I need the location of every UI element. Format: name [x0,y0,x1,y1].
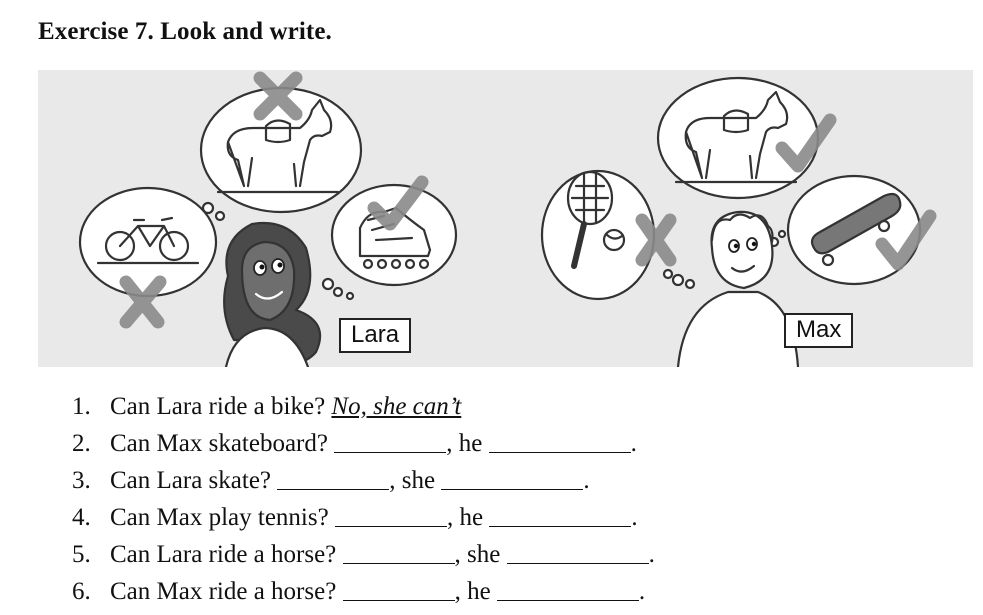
question-number: 2. [72,430,91,457]
skate-thought-bubble [332,185,456,285]
question-item [72,388,655,425]
question-number: 3. [72,467,91,494]
question-item: 3. Can Lara skate? , she . [72,462,655,499]
question-text: Can Max ride a horse? [110,578,337,605]
answer-pronoun: she [401,467,436,494]
answer-blank-short[interactable] [277,465,389,490]
lara-character [224,223,320,367]
question-text: Can Lara ride a bike? [110,393,326,420]
answer-blank-long[interactable] [489,502,631,527]
example-answer: No, she can’t [331,393,462,420]
answer-blank-short[interactable] [334,428,446,453]
answer-pronoun: he [459,504,484,531]
answer-blank-long[interactable] [441,465,583,490]
question-item: 2. Can Max skateboard? , he . [72,425,655,462]
question-text: Can Max play tennis? [110,504,329,531]
answer-blank-short[interactable] [335,502,447,527]
bike-thought-bubble [80,188,216,296]
answer-pronoun: he [467,578,491,605]
exercise-illustration [38,70,973,367]
question-text: Can Max skateboard? [110,430,328,457]
answer-blank-short[interactable] [343,576,455,601]
question-number: 6. [72,578,91,605]
answer-blank-long[interactable] [489,428,631,453]
question-number: 5. [72,541,91,568]
question-text: Can Lara skate? [110,467,272,494]
answer-blank-long[interactable] [497,576,639,601]
answer-pronoun: he [458,430,483,457]
question-number: 1. [72,393,91,420]
lara-name-label: Lara [339,318,411,353]
question-item: 5. Can Lara ride a horse? , she . [72,536,655,573]
question-text: Can Lara ride a horse? [110,541,337,568]
answer-blank-long[interactable] [507,539,649,564]
answer-blank-short[interactable] [343,539,455,564]
tennis-thought-bubble [542,171,654,299]
question-item: 6. Can Max ride a horse? , he . [72,573,655,610]
max-horse-thought-bubble [658,78,818,198]
max-name-label: Max [784,313,853,348]
exercise-title: Exercise 7. Look and write. [38,18,332,45]
question-list [72,388,655,610]
question-item: 4. Can Max play tennis? , he . [72,499,655,536]
question-number: 4. [72,504,91,531]
answer-pronoun: she [467,541,501,568]
